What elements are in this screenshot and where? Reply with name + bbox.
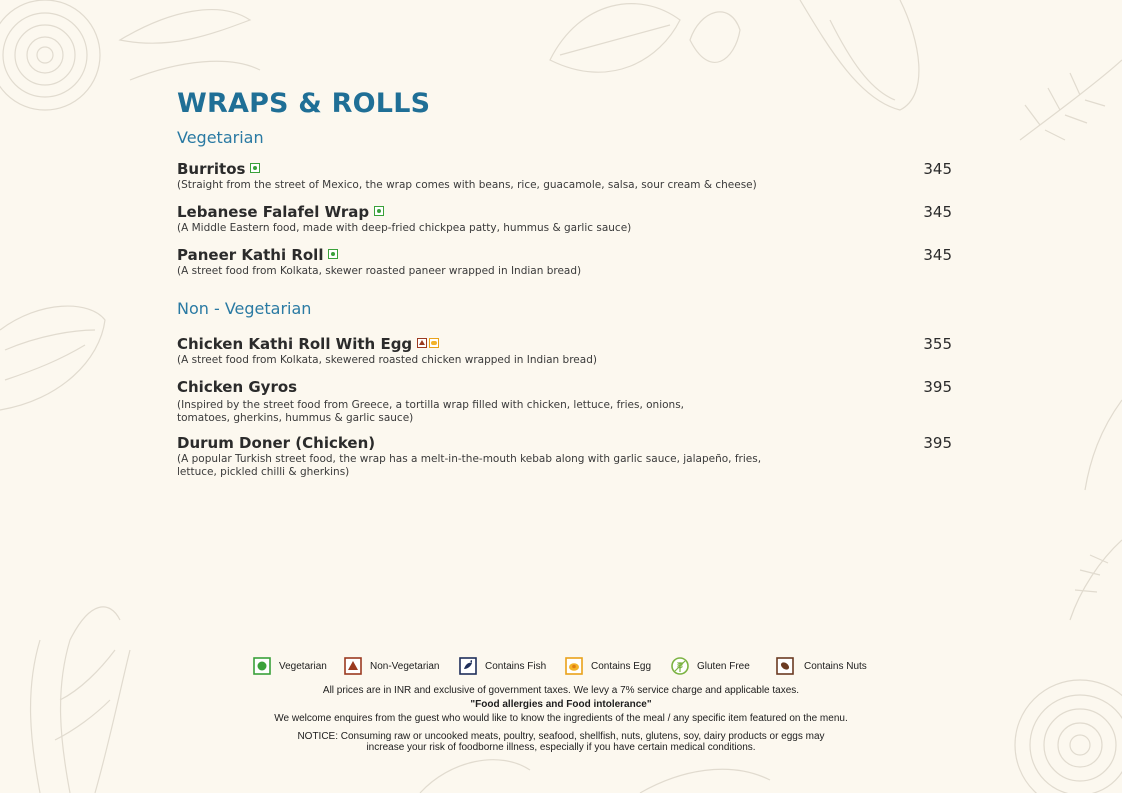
menu-item-durum-doner-chicken: [177, 434, 952, 479]
item-price: 345: [923, 160, 952, 178]
section-heading-vegetarian: Vegetarian: [177, 128, 264, 147]
vegetarian-icon: [250, 163, 260, 173]
legend-item-contains-nuts: [776, 657, 867, 675]
item-price: 395: [923, 378, 952, 396]
item-name: Lebanese Falafel Wrap: [177, 203, 370, 221]
vegetarian-icon: [253, 657, 271, 675]
legend-label: Vegetarian: [279, 660, 327, 672]
section-heading-non-vegetarian: Non - Vegetarian: [177, 299, 312, 318]
menu-item-lebanese-falafel-wrap: [177, 203, 952, 235]
item-name: Durum Doner (Chicken): [177, 434, 376, 452]
allergy-title: "Food allergies and Food intolerance": [470, 699, 652, 710]
menu-item-paneer-kathi-roll: [177, 246, 952, 278]
legend-item-gluten-free: [671, 657, 750, 675]
legend-label: Contains Egg: [591, 660, 652, 672]
page-title: WRAPS & ROLLS: [177, 88, 431, 119]
item-price: 395: [923, 434, 952, 452]
item-description: [177, 399, 952, 425]
egg-icon: [429, 338, 439, 348]
item-description-line: lettuce, pickled chilli & gherkins): [177, 466, 350, 478]
legend-label: Contains Nuts: [804, 660, 867, 672]
legend-item-contains-fish: [459, 657, 546, 675]
legend-label: Gluten Free: [697, 660, 750, 672]
menu-item-chicken-kathi-roll-with-egg: [177, 335, 952, 367]
item-name: Chicken Kathi Roll With Egg: [177, 335, 413, 353]
item-name: Burritos: [177, 160, 246, 178]
notice-line: increase your risk of foodborne illness, especially if you have certain medical conditions.: [366, 742, 756, 753]
item-name: Chicken Gyros: [177, 378, 298, 396]
menu-item-burritos: [177, 160, 952, 192]
legend-label: Non-Vegetarian: [370, 660, 440, 672]
vegetarian-icon: [374, 206, 384, 216]
legend-label: Contains Fish: [485, 660, 547, 672]
menu-item-chicken-gyros: [177, 378, 952, 425]
vegetarian-icon: [328, 249, 338, 259]
item-price: 355: [923, 335, 952, 353]
item-description: (A Middle Eastern food, made with deep-fried chickpea patty, hummus & garlic sauce): [177, 222, 632, 234]
egg-icon: [565, 657, 583, 675]
gluten-free-icon: [671, 657, 689, 675]
legend-item-non-vegetarian: [344, 657, 440, 675]
item-description: (A street food from Kolkata, skewered roasted chicken wrapped in Indian bread): [177, 354, 597, 366]
item-description-line: (A popular Turkish street food, the wrap has a melt-in-the-mouth kebab along with garlic sauce, jalapeño, fries,: [177, 453, 762, 465]
item-price: 345: [923, 203, 952, 221]
item-name: Paneer Kathi Roll: [177, 246, 324, 264]
item-description-line: (Inspired by the street food from Greece, a tortilla wrap filled with chicken, lettuce, fries, onions,: [177, 399, 684, 411]
non-vegetarian-icon: [344, 657, 362, 675]
nuts-icon: [776, 657, 794, 675]
notice-line: NOTICE: Consuming raw or uncooked meats, poultry, seafood, shellfish, nuts, glutens, soy, dairy products or eggs may: [297, 731, 825, 742]
legend-item-vegetarian: [253, 657, 327, 675]
dietary-legend: [250, 657, 880, 679]
item-description-line: tomatoes, gherkins, hummus & garlic sauce): [177, 412, 414, 424]
item-description: (A street food from Kolkata, skewer roasted paneer wrapped in Indian bread): [177, 265, 582, 277]
welcome-note: We welcome enquires from the guest who would like to know the ingredients of the meal / any specific item featured on the menu.: [274, 713, 848, 724]
legend-item-contains-egg: [565, 657, 651, 675]
item-description: (Straight from the street of Mexico, the wrap comes with beans, rice, guacamole, salsa, sour cream & cheese): [177, 179, 757, 191]
prices-note: All prices are in INR and exclusive of government taxes. We levy a 7% service charge and applicable taxes.: [322, 685, 800, 696]
non-vegetarian-icon: [417, 338, 427, 348]
item-description: [177, 453, 952, 479]
item-price: 345: [923, 246, 952, 264]
fish-icon: [459, 657, 477, 675]
